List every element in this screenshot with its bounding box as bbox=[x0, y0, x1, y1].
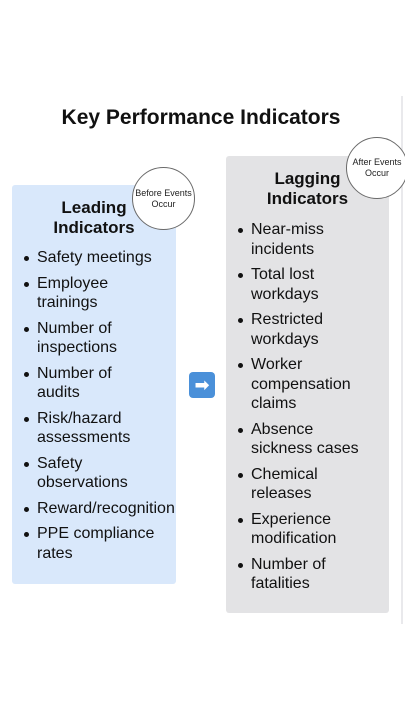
list-item-text: Worker compensation claims bbox=[251, 356, 351, 412]
bullet-icon bbox=[24, 256, 29, 261]
list-item bbox=[24, 499, 199, 519]
list-item bbox=[238, 420, 388, 459]
page-title: Key Performance Indicators bbox=[61, 106, 341, 129]
list-item bbox=[238, 265, 388, 304]
bullet-icon bbox=[24, 417, 29, 422]
lagging-indicators-panel bbox=[226, 156, 389, 613]
list-item-text: PPE compliance rates bbox=[37, 525, 155, 562]
bullet-icon bbox=[238, 318, 243, 323]
list-item-text: Restricted workdays bbox=[251, 311, 324, 348]
list-item-text: Safety meetings bbox=[37, 249, 152, 266]
bullet-icon bbox=[238, 363, 243, 368]
list-item-text: Absence sickness cases bbox=[251, 420, 359, 457]
list-item bbox=[238, 555, 388, 594]
bullet-icon bbox=[24, 507, 29, 512]
bullet-icon bbox=[24, 462, 29, 467]
bullet-icon bbox=[238, 473, 243, 478]
bullet-icon bbox=[238, 428, 243, 433]
bullet-icon bbox=[238, 273, 243, 278]
list-item-text: Experience modification bbox=[251, 510, 337, 547]
bullet-icon bbox=[24, 327, 29, 332]
bullet-icon bbox=[238, 518, 243, 523]
list-item bbox=[24, 364, 199, 403]
list-item-text: Near-miss incidents bbox=[251, 221, 324, 258]
list-item-text: Number of fatalities bbox=[251, 555, 326, 592]
lagging-indicators-list bbox=[238, 220, 388, 600]
lagging-panel-title: Lagging Indicators bbox=[266, 169, 349, 208]
list-item bbox=[238, 510, 388, 549]
list-item-text: Number of inspections bbox=[37, 319, 118, 356]
bullet-icon bbox=[24, 532, 29, 537]
list-item bbox=[238, 310, 388, 349]
leading-panel-title: Leading Indicators bbox=[53, 198, 135, 237]
leading-indicators-panel bbox=[12, 185, 176, 584]
list-item bbox=[24, 454, 199, 493]
list-item-text: Reward/recognition bbox=[37, 499, 175, 517]
list-item bbox=[238, 465, 388, 504]
list-item bbox=[24, 409, 199, 448]
list-item bbox=[24, 524, 199, 563]
list-item-text: Total lost workdays bbox=[251, 266, 319, 303]
leading-indicators-list bbox=[24, 248, 199, 569]
list-item-text: Risk/hazard assessments bbox=[37, 409, 131, 446]
list-item-text: Chemical releases bbox=[251, 465, 318, 502]
list-item-text: Number of audits bbox=[37, 364, 112, 401]
right-arrow-icon: ➡ bbox=[189, 372, 215, 398]
before-events-badge: Before Events Occur bbox=[132, 167, 195, 230]
after-events-badge: After Events Occur bbox=[346, 137, 405, 199]
list-item bbox=[24, 319, 199, 358]
list-item bbox=[238, 355, 388, 414]
list-item-text: Safety observations bbox=[37, 454, 128, 491]
bullet-icon bbox=[238, 228, 243, 233]
list-item bbox=[238, 220, 388, 259]
list-item bbox=[24, 274, 199, 313]
bullet-icon bbox=[24, 372, 29, 377]
list-item-text: Employee trainings bbox=[37, 274, 109, 311]
bullet-icon bbox=[238, 563, 243, 568]
list-item bbox=[24, 248, 199, 268]
bullet-icon bbox=[24, 282, 29, 287]
